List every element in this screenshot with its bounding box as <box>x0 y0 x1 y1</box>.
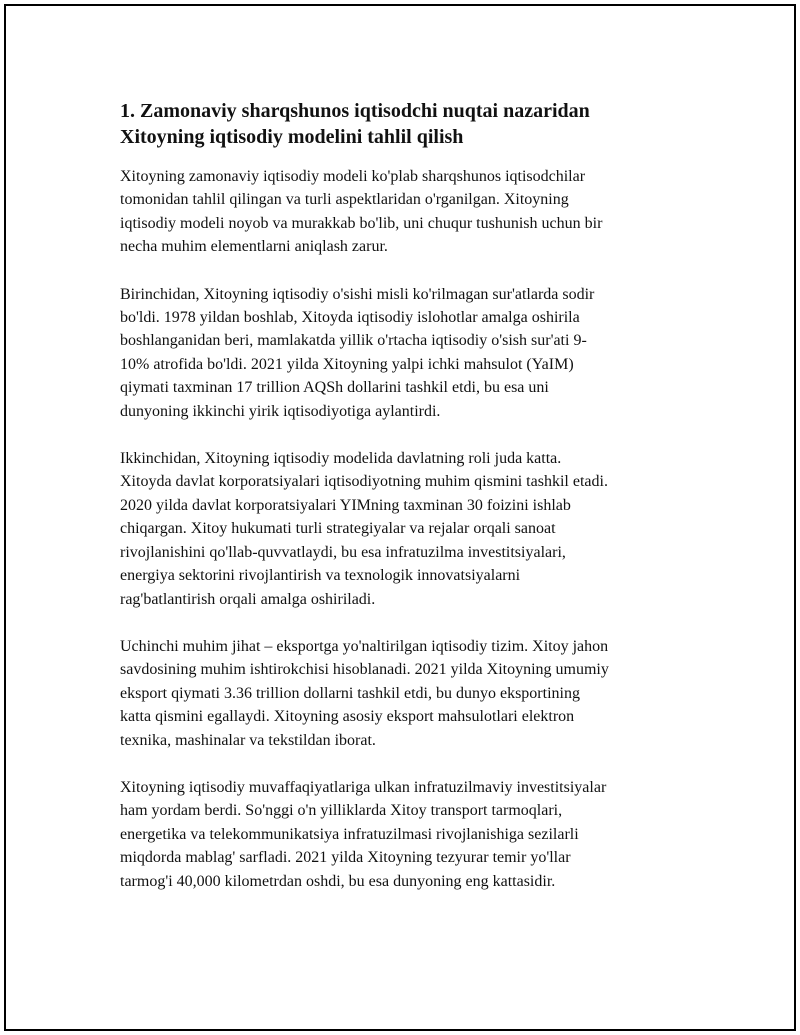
paragraph-line: miqdorda mablag' sarfladi. 2021 yilda Xitoyning tezyurar temir yo'llar <box>120 849 571 867</box>
paragraph-line: rag'batlantirish orqali amalga oshiriladi. <box>120 590 376 608</box>
paragraph-line: dunyoning ikkinchi yirik iqtisodiyotiga aylantirdi. <box>120 402 441 420</box>
paragraph-line: energetika va telekommunikatsiya infratuzilmasi rivojlanishiga sezilarli <box>120 825 579 843</box>
paragraph-line: chiqargan. Xitoy hukumati turli strategiyalar va rejalar orqali sanoat <box>120 520 556 538</box>
paragraph-line: Ikkinchidan, Xitoyning iqtisodiy modelida davlatning roli juda katta. <box>120 450 562 468</box>
paragraph-line: Xitoyning iqtisodiy muvaffaqiyatlariga ulkan infratuzilmaviy investitsiyalar <box>120 778 607 796</box>
title-line: 1. Zamonaviy sharqshunos iqtisodchi nuqtai nazaridan <box>120 100 590 122</box>
paragraph-line: ham yordam berdi. So'nggi o'n yilliklarda Xitoy transport tarmoqlari, <box>120 802 563 820</box>
paragraph <box>120 283 686 423</box>
paragraph <box>120 635 686 752</box>
paragraph-line: 10% atrofida bo'ldi. 2021 yilda Xitoyning yalpi ichki mahsulot (YaIM) <box>120 355 574 373</box>
paragraph <box>120 165 686 259</box>
paragraph-line: Xitoyda davlat korporatsiyalari iqtisodiyotning muhim qismini tashkil etadi. <box>120 473 608 491</box>
paragraph-line: 2020 yilda davlat korporatsiyalari YIMning taxminan 30 foizini ishlab <box>120 496 571 514</box>
document-title <box>120 98 686 150</box>
paragraph-line: Xitoyning zamonaviy iqtisodiy modeli ko'plab sharqshunos iqtisodchilar <box>120 168 586 185</box>
paragraph-line: iqtisodiy modeli noyob va murakkab bo'lib, uni chuqur tushunish uchun bir <box>120 214 603 232</box>
document-page <box>4 4 796 1031</box>
paragraph-line: tarmog'i 40,000 kilometrdan oshdi, bu esa dunyoning eng kattasidir. <box>120 872 556 890</box>
paragraph-line: texnika, mashinalar va tekstildan iborat. <box>120 731 376 749</box>
paragraph-line: katta qismini egallaydi. Xitoyning asosiy eksport mahsulotlari elektron <box>120 708 575 726</box>
title-line: Xitoyning iqtisodiy modelini tahlil qilish <box>120 126 464 148</box>
paragraph-line: energiya sektorini rivojlantirish va texnologik innovatsiyalarni <box>120 567 521 585</box>
paragraph <box>120 776 686 893</box>
paragraph-line: bo'ldi. 1978 yildan boshlab, Xitoyda iqtisodiy islohotlar amalga oshirila <box>120 309 580 327</box>
document-content <box>120 98 686 917</box>
paragraph-line: tomonidan tahlil qilingan va turli aspektlaridan o'rganilgan. Xitoyning <box>120 191 569 209</box>
paragraph <box>120 447 686 611</box>
paragraph-line: savdosining muhim ishtirokchisi hisoblanadi. 2021 yilda Xitoyning umumiy <box>120 661 609 679</box>
paragraph-line: Birinchidan, Xitoyning iqtisodiy o'sishi misli ko'rilmagan sur'atlarda sodir <box>120 285 595 303</box>
paragraph-line: eksport qiymati 3.36 trillion dollarni tashkil etdi, bu dunyo eksportining <box>120 684 580 702</box>
paragraph-list <box>120 165 686 893</box>
paragraph-line: boshlanganidan beri, mamlakatda yillik o'rtacha iqtisodiy o'sish sur'ati 9- <box>120 332 587 350</box>
paragraph-line: necha muhim elementlarni aniqlash zarur. <box>120 238 388 256</box>
paragraph-line: qiymati taxminan 17 trillion AQSh dollarini tashkil etdi, bu esa uni <box>120 379 549 397</box>
paragraph-line: Uchinchi muhim jihat – eksportga yo'naltirilgan iqtisodiy tizim. Xitoy jahon <box>120 637 609 655</box>
paragraph-line: rivojlanishini qo'llab-quvvatlaydi, bu esa infratuzilma investitsiyalari, <box>120 543 566 561</box>
